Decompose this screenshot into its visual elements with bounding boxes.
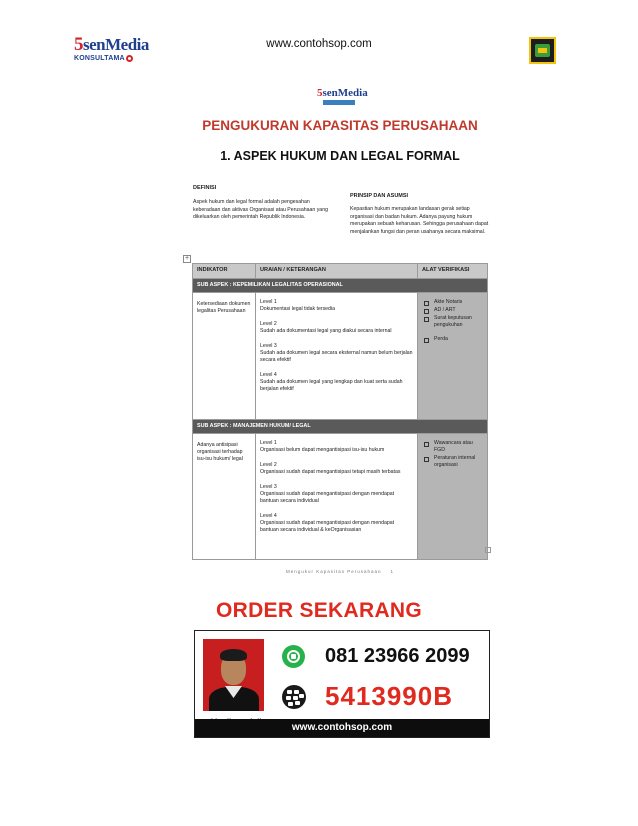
indicator-cell: Ketersediaan dokumen legalitas Perusahaan bbox=[193, 293, 256, 420]
assessment-table bbox=[192, 263, 488, 560]
sub-aspect-row: SUB ASPEK : MANAJEMEN HUKUM/ LEGAL bbox=[193, 420, 488, 434]
person-photo bbox=[203, 639, 264, 711]
list-item: Perda bbox=[422, 336, 484, 343]
list-item: Wawancara atau FGD bbox=[422, 440, 484, 454]
whatsapp-icon bbox=[282, 645, 305, 668]
principle-text: Kepastian hukum merupakan landasan gerak setiap organisasi dan badan hukum. Adanya payung hukum merupakan sebuah keharusan. Sehingga perusahaan dapat menjalankan fungsi dan peran usahanya secara maksimal. bbox=[350, 206, 489, 235]
principle-heading: PRINSIP DAN ASUMSI bbox=[350, 193, 409, 199]
list-item: Peraturan internal organisasi bbox=[422, 455, 484, 469]
definition-text: Aspek hukum dan legal formal adalah pengesahan keberadaan dan aktivas Organisasi atau Perusahaan yang dikeluarkan oleh pemerintah Republik Indonesia. bbox=[193, 199, 328, 220]
table-header-row bbox=[193, 264, 488, 279]
levels-cell: Level 1 Dokumentasi legal tidak tersedia Level 2 Sudah ada dokumentasi legal yang diakui secara internal Level 3 Sudah ada dokumen legal secara eksternal namun belum berjalan secara efektif Level 4 Sudah ada dokumen legal yang lengkap dan kuat serta sudah berjalan efektif bbox=[256, 293, 418, 420]
document-logo: 5senMedia bbox=[317, 87, 361, 109]
verification-cell bbox=[418, 293, 488, 420]
table-resize-handle-icon bbox=[485, 547, 491, 553]
definition-heading: DEFINISI bbox=[193, 185, 217, 191]
order-title: ORDER SEKARANG bbox=[215, 599, 423, 622]
order-site-link[interactable]: www.contohsop.com bbox=[195, 719, 489, 737]
list-item: Akte Notaris bbox=[422, 299, 484, 306]
document-footer: Mengukur Kapasitas Perusahaan 1 bbox=[285, 569, 395, 574]
table-move-handle-icon: + bbox=[184, 255, 190, 262]
document-title: PENGUKURAN KAPASITAS PERUSAHAAN bbox=[202, 118, 478, 133]
table-row bbox=[193, 434, 488, 560]
levels-cell: Level 1 Organisasi belum dapat mengantisipasi isu-isu hukum Level 2 Organisasi sudah dapat mengantisipasi tetapi masih terbatas Level 3 Organisasi sudah dapat mengantisipasi dengan mendapat bantuan secara individual Level 4 Organisasi sudah dapat mengantisipasi dengan mendapat bantuan secara individual & keOrganisasian bbox=[256, 434, 418, 560]
table-row bbox=[193, 293, 488, 420]
order-banner bbox=[194, 630, 490, 738]
phone-number[interactable]: 081 23966 2099 bbox=[325, 645, 470, 667]
blackberry-icon bbox=[282, 685, 306, 709]
header-url: www.contohsop.com bbox=[266, 38, 372, 50]
column-header: URAIAN / KETERANGAN bbox=[256, 264, 418, 279]
bbm-pin[interactable]: 5413990B bbox=[325, 681, 453, 711]
header-logo: 5senMedia KONSULTAMA bbox=[74, 34, 149, 62]
document-subtitle: 1. ASPEK HUKUM DAN LEGAL FORMAL bbox=[220, 149, 460, 163]
verification-cell bbox=[418, 434, 488, 560]
column-header: INDIKATOR bbox=[193, 264, 256, 279]
indicator-cell: Adanya antisipasi organisasi terhadap isu-isu hukum/ legal bbox=[193, 434, 256, 560]
emblem-icon bbox=[529, 37, 556, 64]
list-item: AD / ART bbox=[422, 307, 484, 314]
target-icon bbox=[126, 55, 133, 62]
document-image bbox=[184, 85, 490, 585]
sub-aspect-row: SUB ASPEK : KEPEMILIKAN LEGALITAS OPERASIONAL bbox=[193, 279, 488, 293]
column-header: ALAT VERIFIKASI bbox=[418, 264, 488, 279]
list-item: Surat keputusan pengukuhan bbox=[422, 315, 484, 329]
